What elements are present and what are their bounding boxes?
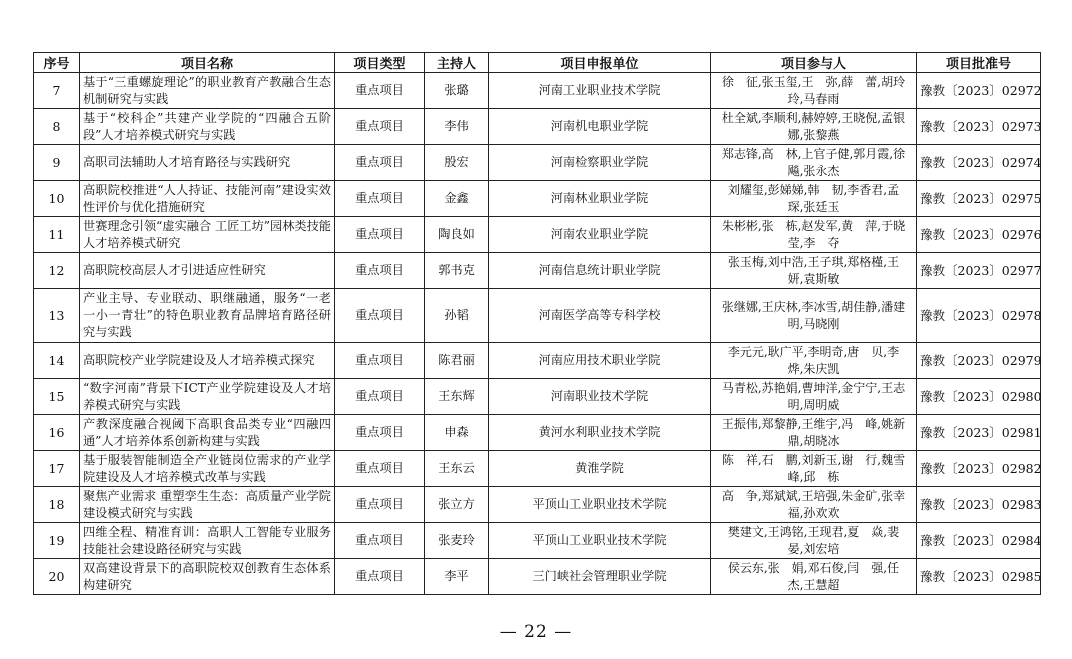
cell-type: 重点项目 [335, 109, 425, 145]
cell-unit: 平顶山工业职业技术学院 [489, 523, 711, 559]
cell-unit: 河南应用技术职业学院 [489, 343, 711, 379]
cell-type: 重点项目 [335, 415, 425, 451]
table-row [34, 73, 1041, 109]
cell-unit: 平顶山工业职业技术学院 [489, 487, 711, 523]
cell-members: 徐 征,张玉玺,王 弥,薛 蕾,胡玲玲,马春雨 [711, 73, 917, 109]
table-row [34, 523, 1041, 559]
cell-type: 重点项目 [335, 559, 425, 595]
cell-members: 朱彬彬,张 栋,赵发军,黄 萍,于晓莹,李 夺 [711, 217, 917, 253]
cell-name: 世赛理念引领“虚实融合 工匠工坊”园林类技能人才培养模式研究 [80, 217, 335, 253]
cell-type: 重点项目 [335, 343, 425, 379]
cell-host: 申森 [425, 415, 489, 451]
page-number: — 22 — [499, 622, 573, 642]
cell-name: 基于服装智能制造全产业链岗位需求的产业学院建设及人才培养模式改革与实践 [80, 451, 335, 487]
table-row [34, 253, 1041, 289]
header-members: 项目参与人 [711, 53, 917, 73]
table-row [34, 145, 1041, 181]
cell-type: 重点项目 [335, 379, 425, 415]
cell-approval: 豫教〔2023〕02981 [917, 415, 1041, 451]
cell-name: “数字河南”背景下ICT产业学院建设及人才培养模式研究与实践 [80, 379, 335, 415]
cell-host: 金鑫 [425, 181, 489, 217]
cell-unit: 河南农业职业学院 [489, 217, 711, 253]
cell-members: 马青松,苏艳娟,曹坤洋,金宁宁,王志明,周明威 [711, 379, 917, 415]
header-type: 项目类型 [335, 53, 425, 73]
table-row [34, 415, 1041, 451]
cell-approval: 豫教〔2023〕02974 [917, 145, 1041, 181]
cell-name: 产业主导、专业联动、职继融通，服务“一老一小一青壮”的特色职业教育品牌培育路径研究与实践 [80, 289, 335, 343]
cell-host: 殷宏 [425, 145, 489, 181]
cell-name: 产教深度融合视阈下高职食品类专业“四融四通”人才培养体系创新构建与实践 [80, 415, 335, 451]
cell-unit: 河南林业职业学院 [489, 181, 711, 217]
cell-approval: 豫教〔2023〕02978 [917, 289, 1041, 343]
cell-name: 高职院校产业学院建设及人才培养模式探究 [80, 343, 335, 379]
cell-no: 19 [34, 523, 80, 559]
cell-members: 刘耀玺,彭娣娣,韩 韧,李香君,孟 琛,张廷玉 [711, 181, 917, 217]
cell-members: 樊建文,王鸿铭,王现君,夏 焱,裴 晏,刘宏培 [711, 523, 917, 559]
cell-unit: 黄淮学院 [489, 451, 711, 487]
cell-unit: 河南职业技术学院 [489, 379, 711, 415]
cell-type: 重点项目 [335, 451, 425, 487]
cell-members: 杜全斌,李顺利,赫婷婷,王晓倪,孟银娜,张黎燕 [711, 109, 917, 145]
cell-host: 李平 [425, 559, 489, 595]
project-table [33, 52, 1041, 595]
cell-unit: 河南信息统计职业学院 [489, 253, 711, 289]
cell-name: 高职院校推进“人人持证、技能河南”建设实效性评价与优化措施研究 [80, 181, 335, 217]
cell-type: 重点项目 [335, 145, 425, 181]
table-row [34, 217, 1041, 253]
cell-no: 9 [34, 145, 80, 181]
table-row [34, 181, 1041, 217]
table-row [34, 289, 1041, 343]
cell-members: 高 争,郑斌斌,王培强,朱金矿,张幸福,孙欢欢 [711, 487, 917, 523]
cell-approval: 豫教〔2023〕02984 [917, 523, 1041, 559]
header-unit: 项目申报单位 [489, 53, 711, 73]
cell-host: 李伟 [425, 109, 489, 145]
cell-unit: 河南医学高等专科学校 [489, 289, 711, 343]
cell-type: 重点项目 [335, 181, 425, 217]
cell-no: 10 [34, 181, 80, 217]
cell-no: 16 [34, 415, 80, 451]
cell-members: 郑志锋,高 林,上官子健,郭月霞,徐 飚,张永杰 [711, 145, 917, 181]
cell-approval: 豫教〔2023〕02972 [917, 73, 1041, 109]
cell-no: 18 [34, 487, 80, 523]
table-row [34, 343, 1041, 379]
cell-approval: 豫教〔2023〕02979 [917, 343, 1041, 379]
cell-unit: 河南工业职业技术学院 [489, 73, 711, 109]
table-header-row [34, 53, 1041, 73]
cell-host: 张麦玲 [425, 523, 489, 559]
cell-approval: 豫教〔2023〕02977 [917, 253, 1041, 289]
header-no: 序号 [34, 53, 80, 73]
cell-approval: 豫教〔2023〕02973 [917, 109, 1041, 145]
cell-no: 15 [34, 379, 80, 415]
table-row [34, 487, 1041, 523]
cell-unit: 黄河水利职业技术学院 [489, 415, 711, 451]
cell-type: 重点项目 [335, 487, 425, 523]
cell-host: 陶良如 [425, 217, 489, 253]
cell-members: 张玉梅,刘中浩,王子琪,郑格槿,王 妍,袁斯敏 [711, 253, 917, 289]
cell-host: 张璐 [425, 73, 489, 109]
cell-no: 7 [34, 73, 80, 109]
cell-approval: 豫教〔2023〕02976 [917, 217, 1041, 253]
cell-type: 重点项目 [335, 217, 425, 253]
cell-host: 张立方 [425, 487, 489, 523]
cell-name: 聚焦产业需求 重塑孪生生态：高质量产业学院建设模式研究与实践 [80, 487, 335, 523]
cell-no: 20 [34, 559, 80, 595]
cell-host: 郭书克 [425, 253, 489, 289]
header-approval: 项目批准号 [917, 53, 1041, 73]
cell-host: 孙韬 [425, 289, 489, 343]
cell-name: 四维全程、精准育训：高职人工智能专业服务技能社会建设路径研究与实践 [80, 523, 335, 559]
cell-unit: 河南机电职业学院 [489, 109, 711, 145]
cell-type: 重点项目 [335, 253, 425, 289]
cell-name: 高职院校高层人才引进适应性研究 [80, 253, 335, 289]
cell-members: 张继娜,王庆林,李冰雪,胡佳静,潘建明,马晓刚 [711, 289, 917, 343]
cell-type: 重点项目 [335, 289, 425, 343]
table-row [34, 559, 1041, 595]
cell-no: 13 [34, 289, 80, 343]
header-host: 主持人 [425, 53, 489, 73]
table-row [34, 379, 1041, 415]
cell-no: 17 [34, 451, 80, 487]
cell-no: 12 [34, 253, 80, 289]
header-name: 项目名称 [80, 53, 335, 73]
cell-host: 王东辉 [425, 379, 489, 415]
cell-no: 11 [34, 217, 80, 253]
cell-approval: 豫教〔2023〕02983 [917, 487, 1041, 523]
cell-unit: 河南检察职业学院 [489, 145, 711, 181]
cell-name: 基于“校科企”共建产业学院的“四融合五阶段”人才培养模式研究与实践 [80, 109, 335, 145]
table-row [34, 109, 1041, 145]
cell-host: 王东云 [425, 451, 489, 487]
cell-approval: 豫教〔2023〕02982 [917, 451, 1041, 487]
table-row [34, 451, 1041, 487]
cell-type: 重点项目 [335, 523, 425, 559]
cell-host: 陈君丽 [425, 343, 489, 379]
cell-members: 侯云东,张 娟,邓石俊,闫 强,任 杰,王慧超 [711, 559, 917, 595]
cell-approval: 豫教〔2023〕02980 [917, 379, 1041, 415]
cell-no: 8 [34, 109, 80, 145]
cell-approval: 豫教〔2023〕02975 [917, 181, 1041, 217]
cell-unit: 三门峡社会管理职业学院 [489, 559, 711, 595]
cell-members: 王振伟,郑黎静,王维宇,冯 峰,姚新鼎,胡晓冰 [711, 415, 917, 451]
cell-members: 陈 祥,石 鹏,刘新玉,谢 行,魏雪峰,邱 栋 [711, 451, 917, 487]
cell-name: 高职司法辅助人才培育路径与实践研究 [80, 145, 335, 181]
cell-name: 基于“三重螺旋理论”的职业教育产教融合生态机制研究与实践 [80, 73, 335, 109]
cell-approval: 豫教〔2023〕02985 [917, 559, 1041, 595]
cell-no: 14 [34, 343, 80, 379]
cell-type: 重点项目 [335, 73, 425, 109]
cell-name: 双高建设背景下的高职院校双创教育生态体系构建研究 [80, 559, 335, 595]
cell-members: 李元元,耿广平,李明奇,唐 贝,李 烨,朱庆凯 [711, 343, 917, 379]
